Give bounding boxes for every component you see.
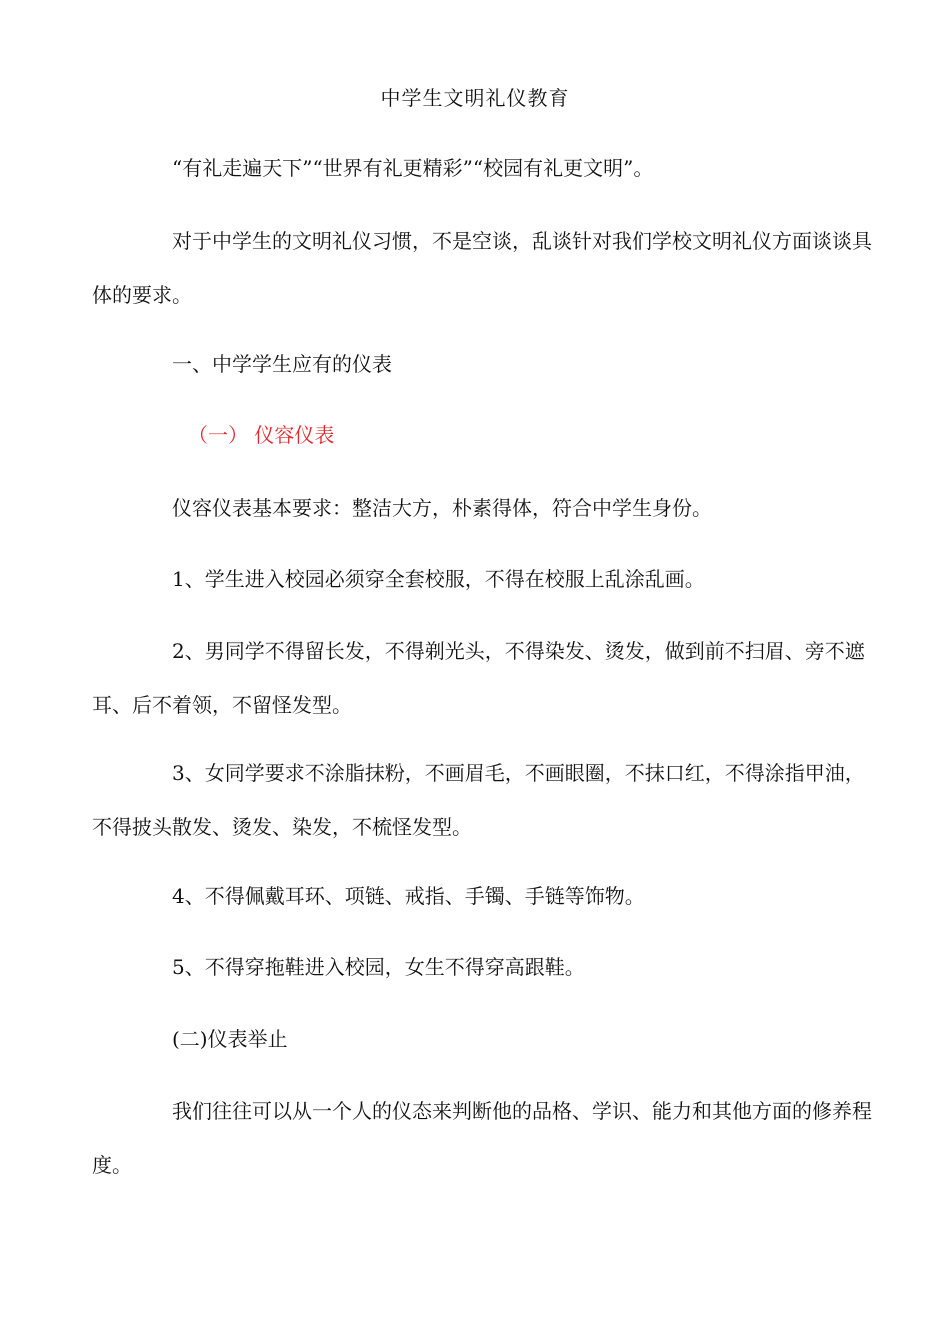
rule-2: 2、男同学不得留长发，不得剃光头，不得染发、烫发，做到前不扫眉、旁不遮耳、后不着领，不留怪发型。 — [92, 639, 865, 717]
rule-1: 1、学生进入校园必须穿全套校服，不得在校服上乱涂乱画。 — [172, 567, 705, 591]
subsection-heading-2: (二)仪表举止 — [172, 1027, 288, 1051]
slogan-paragraph: “有礼走遍天下”“世界有礼更精彩”“校园有礼更文明”。 — [172, 156, 654, 180]
rule-3: 3、女同学要求不涂脂抹粉，不画眉毛，不画眼圈，不抹口红，不得涂指甲油，不得披头散发、烫发、染发，不梳怪发型。 — [92, 761, 865, 839]
section-heading-1: 一、中学学生应有的仪表 — [172, 352, 392, 376]
demeanor-paragraph: 我们往往可以从一个人的仪态来判断他的品格、学识、能力和其他方面的修养程度。 — [92, 1099, 872, 1177]
rule-5: 5、不得穿拖鞋进入校园，女生不得穿高跟鞋。 — [172, 955, 585, 979]
basic-requirements-paragraph: 仪容仪表基本要求：整洁大方，朴素得体，符合中学生身份。 — [172, 496, 712, 520]
intro-paragraph: 对于中学生的文明礼仪习惯，不是空谈，乱谈针对我们学校文明礼仪方面谈谈具体的要求。 — [92, 229, 872, 307]
document-title: 中学生文明礼仪教育 — [380, 86, 570, 110]
rule-4: 4、不得佩戴耳环、项链、戒指、手镯、手链等饰物。 — [172, 884, 645, 908]
subsection-heading-1: （一） 仪容仪表 — [188, 423, 335, 447]
